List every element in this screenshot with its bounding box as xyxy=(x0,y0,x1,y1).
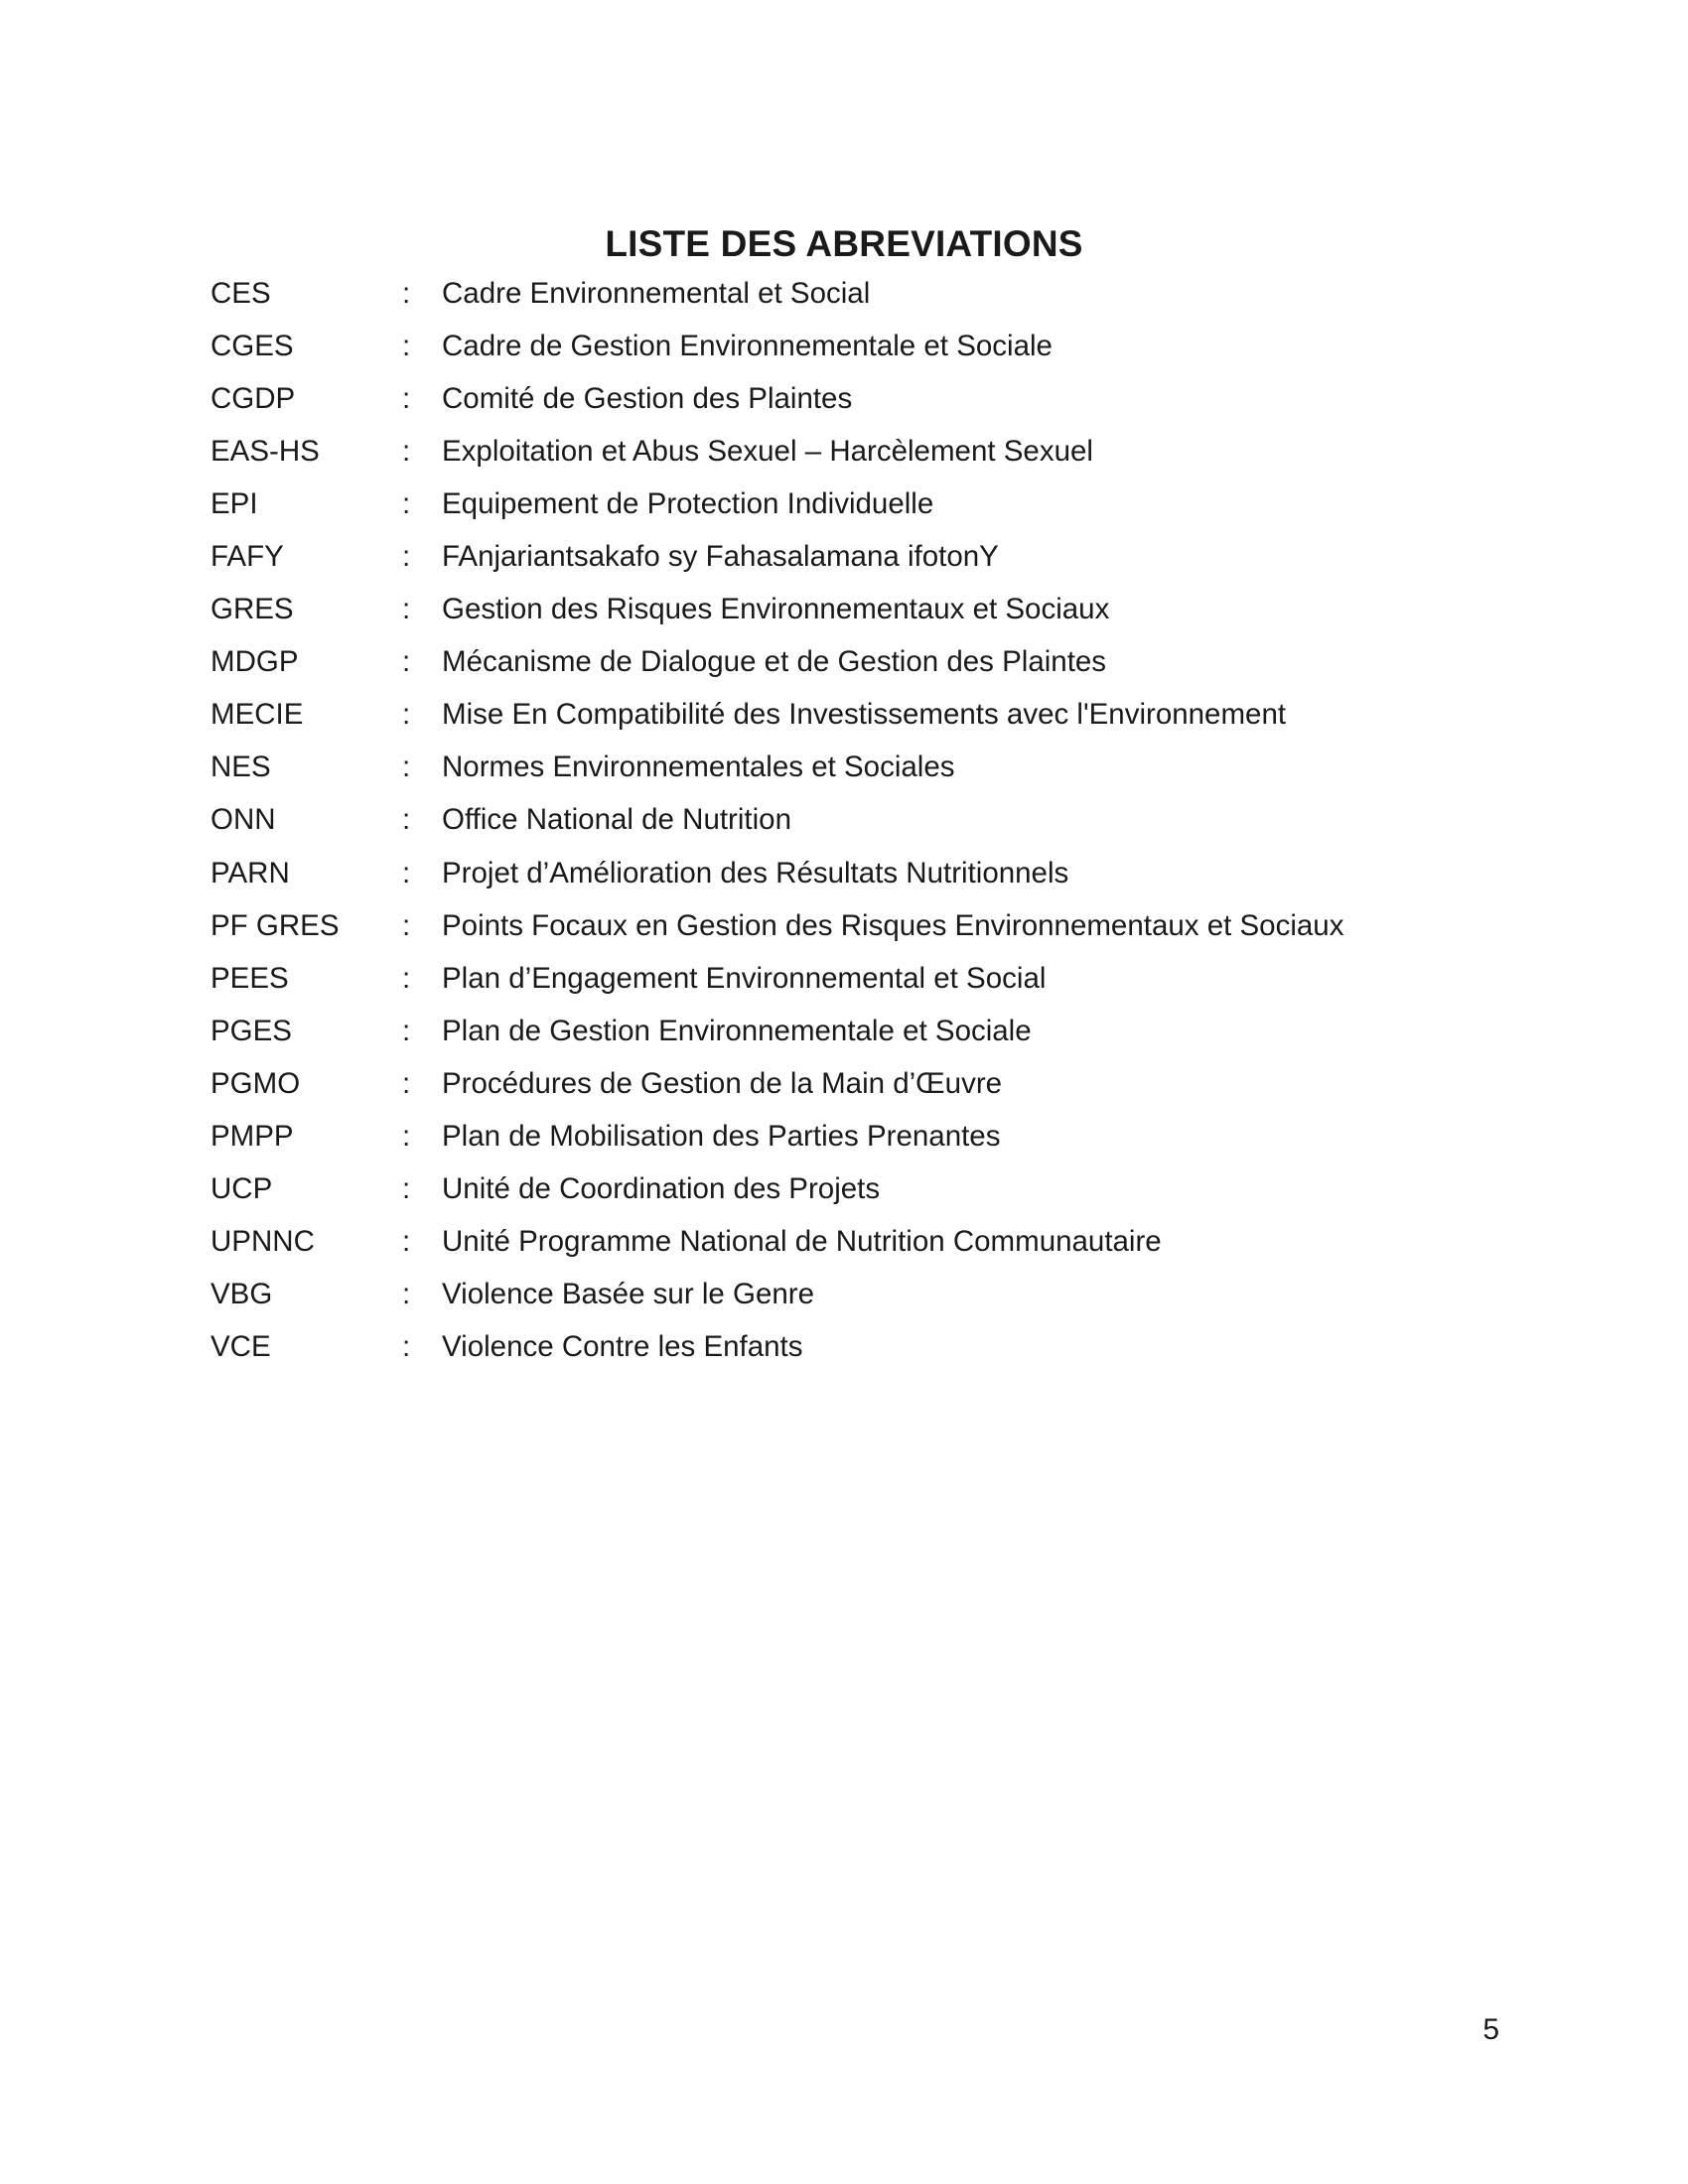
abbreviation-term: VCE xyxy=(211,1330,271,1364)
abbreviation-row xyxy=(211,1111,1501,1163)
abbreviation-row xyxy=(211,1057,1501,1110)
abbreviation-separator: : xyxy=(402,593,411,626)
abbreviation-row xyxy=(211,689,1501,742)
abbreviation-definition: Procédures de Gestion de la Main d’Œuvre xyxy=(442,1066,1003,1100)
abbreviation-term: ONN xyxy=(211,803,276,837)
abbreviation-term: GRES xyxy=(211,593,294,626)
abbreviation-separator: : xyxy=(402,908,411,942)
abbreviation-definition: Plan d’Engagement Environnemental et Social xyxy=(442,961,1047,995)
abbreviation-row xyxy=(211,636,1501,689)
abbreviation-definition: Comité de Gestion des Plaintes xyxy=(442,381,853,415)
abbreviation-term: EAS-HS xyxy=(211,434,320,468)
abbreviation-term: MDGP xyxy=(211,645,299,679)
abbreviation-separator: : xyxy=(402,856,411,889)
abbreviation-separator: : xyxy=(402,645,411,679)
abbreviation-term: PEES xyxy=(211,961,289,995)
abbreviation-row xyxy=(211,899,1501,952)
abbreviation-definition: FAnjariantsakafo sy Fahasalamana ifotonY xyxy=(442,540,999,574)
abbreviation-separator: : xyxy=(402,1330,411,1364)
abbreviation-row xyxy=(211,1321,1501,1374)
abbreviation-definition: Equipement de Protection Individuelle xyxy=(442,486,934,520)
abbreviation-separator: : xyxy=(402,1120,411,1154)
abbreviation-row xyxy=(211,425,1501,478)
abbreviation-row xyxy=(211,847,1501,899)
abbreviation-term: EPI xyxy=(211,486,258,520)
abbreviation-separator: : xyxy=(402,751,411,784)
abbreviation-separator: : xyxy=(402,1014,411,1047)
abbreviation-term: PARN xyxy=(211,856,290,889)
abbreviation-row xyxy=(211,320,1501,372)
abbreviation-separator: : xyxy=(402,486,411,520)
abbreviation-separator: : xyxy=(402,540,411,574)
abbreviation-row xyxy=(211,267,1501,320)
abbreviation-row xyxy=(211,478,1501,530)
abbreviation-definition: Plan de Mobilisation des Parties Prenantes xyxy=(442,1120,1001,1154)
abbreviation-separator: : xyxy=(402,276,411,310)
abbreviation-term: PF GRES xyxy=(211,908,340,942)
abbreviation-definition: Mise En Compatibilité des Investissements avec l'Environnement xyxy=(442,698,1287,732)
abbreviation-term: CES xyxy=(211,276,271,310)
abbreviation-separator: : xyxy=(402,1278,411,1311)
abbreviation-definition: Violence Contre les Enfants xyxy=(442,1330,803,1364)
abbreviation-definition: Cadre Environnemental et Social xyxy=(442,276,871,310)
abbreviation-separator: : xyxy=(402,803,411,837)
abbreviation-definition: Mécanisme de Dialogue et de Gestion des Plaintes xyxy=(442,645,1107,679)
abbreviation-list xyxy=(211,267,1501,1374)
abbreviation-row xyxy=(211,1163,1501,1216)
abbreviation-row xyxy=(211,1005,1501,1057)
abbreviation-term: CGES xyxy=(211,329,294,362)
abbreviation-term: FAFY xyxy=(211,540,284,574)
abbreviation-definition: Cadre de Gestion Environnementale et Sociale xyxy=(442,329,1053,362)
abbreviation-term: VBG xyxy=(211,1278,273,1311)
abbreviation-term: UCP xyxy=(211,1172,273,1206)
abbreviation-term: NES xyxy=(211,751,271,784)
abbreviation-definition: Violence Basée sur le Genre xyxy=(442,1278,814,1311)
abbreviation-definition: Projet d’Amélioration des Résultats Nutritionnels xyxy=(442,856,1069,889)
abbreviation-separator: : xyxy=(402,1172,411,1206)
abbreviation-row xyxy=(211,794,1501,847)
page-number: 5 xyxy=(1482,2013,1499,2046)
abbreviation-separator: : xyxy=(402,961,411,995)
abbreviation-separator: : xyxy=(402,381,411,415)
abbreviation-row xyxy=(211,530,1501,583)
abbreviation-separator: : xyxy=(402,329,411,362)
abbreviation-definition: Gestion des Risques Environnementaux et Sociaux xyxy=(442,593,1110,626)
abbreviation-term: CGDP xyxy=(211,381,296,415)
abbreviation-separator: : xyxy=(402,1066,411,1100)
abbreviation-definition: Unité de Coordination des Projets xyxy=(442,1172,881,1206)
abbreviation-row xyxy=(211,742,1501,794)
abbreviation-row xyxy=(211,372,1501,425)
abbreviation-term: PGES xyxy=(211,1014,292,1047)
abbreviation-definition: Normes Environnementales et Sociales xyxy=(442,751,955,784)
abbreviation-term: MECIE xyxy=(211,698,304,732)
abbreviation-term: PGMO xyxy=(211,1066,301,1100)
abbreviation-row xyxy=(211,584,1501,636)
abbreviation-definition: Plan de Gestion Environnementale et Sociale xyxy=(442,1014,1032,1047)
abbreviation-row xyxy=(211,952,1501,1005)
abbreviation-row xyxy=(211,1216,1501,1269)
page-title: LISTE DES ABREVIATIONS xyxy=(605,222,1083,264)
abbreviation-definition: Office National de Nutrition xyxy=(442,803,791,837)
abbreviation-definition: Points Focaux en Gestion des Risques Environnementaux et Sociaux xyxy=(442,908,1344,942)
abbreviation-separator: : xyxy=(402,698,411,732)
abbreviation-row xyxy=(211,1269,1501,1321)
abbreviation-separator: : xyxy=(402,434,411,468)
abbreviation-definition: Unité Programme National de Nutrition Communautaire xyxy=(442,1225,1162,1259)
abbreviation-separator: : xyxy=(402,1225,411,1259)
abbreviation-definition: Exploitation et Abus Sexuel – Harcèlement Sexuel xyxy=(442,434,1093,468)
abbreviation-term: UPNNC xyxy=(211,1225,315,1259)
abbreviation-term: PMPP xyxy=(211,1120,294,1154)
